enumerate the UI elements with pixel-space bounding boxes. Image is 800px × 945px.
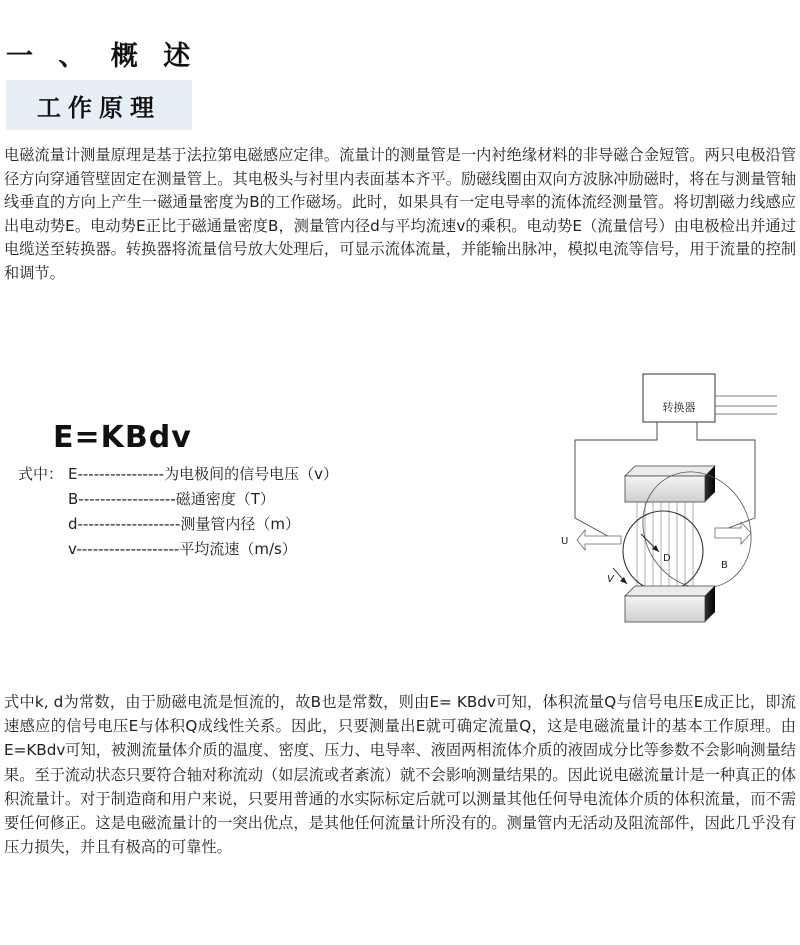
legend-prefix: 式中： (18, 465, 64, 483)
legend-symbol: B (68, 490, 79, 508)
legend-desc: 磁通密度（T） (175, 490, 275, 508)
explanation-paragraph: 式中k, d为常数，由于励磁电流是恒流的，故B也是常数，则由E= KBdv可知，体积流量Q与信号电压E成正比，即流速感应的信号电压E与体积Q成线性关系。因此，只要测量出E就可确定流量Q，这是电磁流量计的基本工作原理。由E=KBdv可知，被测流量体介质的温度、密度、压力、电导率、液固两相流体介质的液固成分比等参数不会影响测量结果。至于流动状态只要符合轴对称流动（如层流或者紊流）就不会影响测量结果的。因此说电磁流量计是一种真正的体积流量计。对于制造商和用户来说，只要用普通的水实际标定后就可以测量其他任何导电流体介质的体积流量，而不需要任何修正。这是电磁流量计的一突出优点，是其他任何流量计所没有的。测量管内无活动及阻流部件，因此几乎没有压力损失，并且有极高的可靠性。 (4, 693, 796, 857)
label-u: U (561, 536, 569, 547)
legend-dashes: ------------------- (76, 540, 180, 558)
voltage-arrow-right-icon (715, 522, 751, 544)
legend-symbol: E (68, 465, 78, 483)
legend-row-b (18, 487, 338, 512)
section-title: 一 、 概 述 (6, 41, 199, 72)
formula: E=KBdv (53, 420, 192, 455)
legend-dashes: ---------------- (77, 465, 165, 483)
velocity-arrowhead (620, 577, 627, 584)
label-d: D (663, 553, 671, 564)
label-b: B (721, 560, 728, 571)
legend-desc: 测量管内径（m） (180, 515, 300, 533)
legend-row-v (18, 537, 338, 562)
legend-symbol: v (68, 540, 77, 558)
legend-row-d (18, 512, 338, 537)
output-signal-lines (715, 396, 777, 414)
bottom-magnet-icon (625, 586, 715, 622)
legend-dashes: ------------------ (78, 490, 176, 508)
converter-label: 转换器 (662, 401, 696, 414)
magnetic-field-lines (637, 502, 693, 594)
label-v: V (607, 574, 614, 585)
measuring-pipe-icon (623, 511, 703, 591)
legend-desc: 平均流速（m/s） (179, 540, 297, 558)
converter-box (643, 374, 715, 422)
subsection-title: 工作原理 (37, 94, 161, 122)
legend-row-e (18, 462, 338, 487)
principle-paragraph: 电磁流量计测量原理是基于法拉第电磁感应定律。流量计的测量管是一内衬绝缘材料的非导磁合金短管。两只电极沿管径方向穿通管壁固定在测量管上。其电极头与衬里内表面基本齐平。励磁线圈由双向方波脉冲励磁时，将在与测量管轴线垂直的方向上产生一磁通量密度为B的工作磁场。此时，如果具有一定电导率的流体流经测量管。将切割磁力线感应出电动势E。电动势E正比于磁通量密度B，测量管内径d与平均流速v的乘积。电动势E（流量信号）由电极检出并通过电缆送至转换器。转换器将流量信号放大处理后，可显示流体流量，并能输出脉冲，模拟电流等信号，用于流量的控制和调节。 (4, 146, 796, 282)
voltage-arrow-left-icon (577, 530, 621, 550)
legend-dashes: ------------------- (77, 515, 181, 533)
formula-legend (18, 462, 338, 562)
top-magnet-icon (625, 466, 715, 502)
flowmeter-diagram (555, 368, 795, 638)
legend-symbol: d (68, 515, 78, 533)
legend-desc: 为电极间的信号电压（v） (164, 465, 338, 483)
